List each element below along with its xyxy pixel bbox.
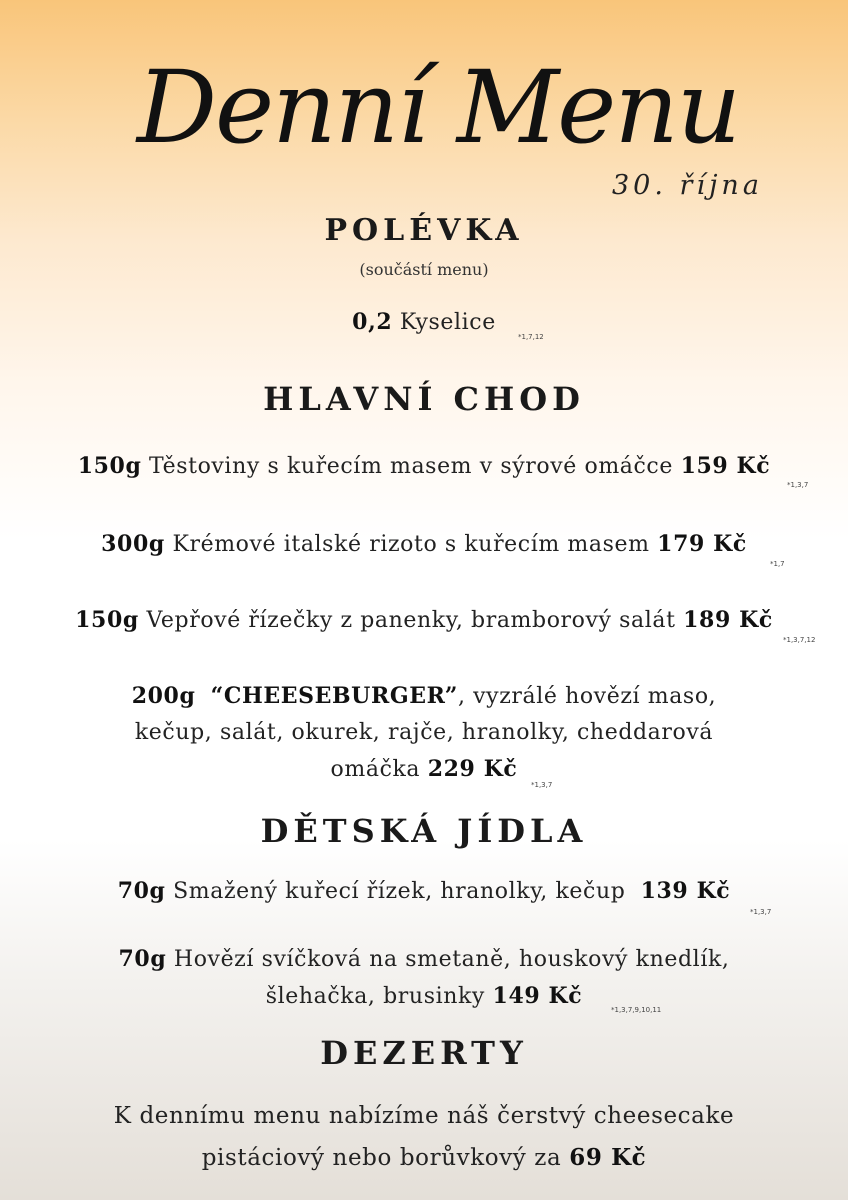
allergen-note: *1,3,7 xyxy=(750,908,772,916)
menu-item-kids-1 xyxy=(0,873,848,910)
dish-line-1 xyxy=(0,678,848,715)
section-heading-soup: POLÉVKA xyxy=(324,213,524,248)
dessert-line-1: K dennímu menu nabízíme náš čerstvý cheesecake xyxy=(113,1103,735,1129)
dish-line-1 xyxy=(0,941,848,978)
allergen-note: *1,7 xyxy=(770,560,785,568)
allergen-note: *1,3,7,12 xyxy=(783,636,816,644)
portion: 70g xyxy=(118,946,167,972)
price: 159 Kč xyxy=(680,453,771,479)
dish-name: Krémové italské rizoto s kuřecím masem xyxy=(172,532,650,557)
menu-item-main-3 xyxy=(0,602,848,639)
menu-item-kids-2 xyxy=(0,941,848,1015)
portion: 300g xyxy=(101,531,165,557)
price: 189 Kč xyxy=(683,607,773,633)
allergen-note: *1,3,7 xyxy=(787,481,809,489)
dish-line-2 xyxy=(0,978,848,1015)
portion: 0,2 xyxy=(352,309,393,335)
dish-description: šlehačka, brusinky xyxy=(265,984,485,1009)
price: 229 Kč xyxy=(427,756,518,782)
dish-name: Vepřové řízečky z panenky, bramborový salát xyxy=(146,608,676,633)
portion: 200g xyxy=(131,683,196,709)
dish-name: Kyselice xyxy=(399,310,496,335)
dessert-text: pistáciový nebo borůvkový za xyxy=(201,1145,562,1171)
soup-note: (součástí menu) xyxy=(359,260,489,279)
dish-line-3 xyxy=(0,751,848,788)
allergen-note: *1,3,7 xyxy=(531,781,553,789)
section-heading-main: HLAVNÍ CHOD xyxy=(263,380,585,418)
dish-name: Hovězí svíčková na smetaně, houskový knedlík, xyxy=(173,947,730,972)
allergen-note: *1,7,12 xyxy=(518,333,544,341)
section-heading-desserts: DEZERTY xyxy=(320,1034,528,1072)
portion: 150g xyxy=(75,607,139,633)
dessert-line-2 xyxy=(0,1137,848,1179)
menu-item-soup xyxy=(0,304,848,341)
dish-description: omáčka xyxy=(330,757,421,782)
price: 149 Kč xyxy=(492,983,583,1009)
portion: 150g xyxy=(77,453,142,479)
portion: 70g xyxy=(117,878,166,904)
price: 139 Kč xyxy=(640,878,731,904)
menu-item-main-2 xyxy=(0,526,848,563)
price: 69 Kč xyxy=(569,1144,647,1171)
allergen-note: *1,3,7,9,10,11 xyxy=(611,1006,662,1014)
dish-name: Smažený kuřecí řízek, hranolky, kečup xyxy=(173,879,626,904)
dish-name: “CHEESEBURGER” xyxy=(210,683,458,709)
menu-item-main-1 xyxy=(0,448,848,485)
menu-item-main-4 xyxy=(0,678,848,788)
page-title: Denní Menu xyxy=(136,49,740,166)
dessert-description xyxy=(0,1095,848,1179)
dish-name: Těstoviny s kuřecím masem v sýrové omáčce xyxy=(149,454,673,479)
dish-line-2: kečup, salát, okurek, rajče, hranolky, cheddarová xyxy=(134,720,714,745)
dish-description: , vyzrálé hovězí maso, xyxy=(457,684,717,709)
menu-date: 30. října xyxy=(612,170,763,201)
section-heading-kids: DĚTSKÁ JÍDLA xyxy=(260,812,588,850)
price: 179 Kč xyxy=(657,531,747,557)
